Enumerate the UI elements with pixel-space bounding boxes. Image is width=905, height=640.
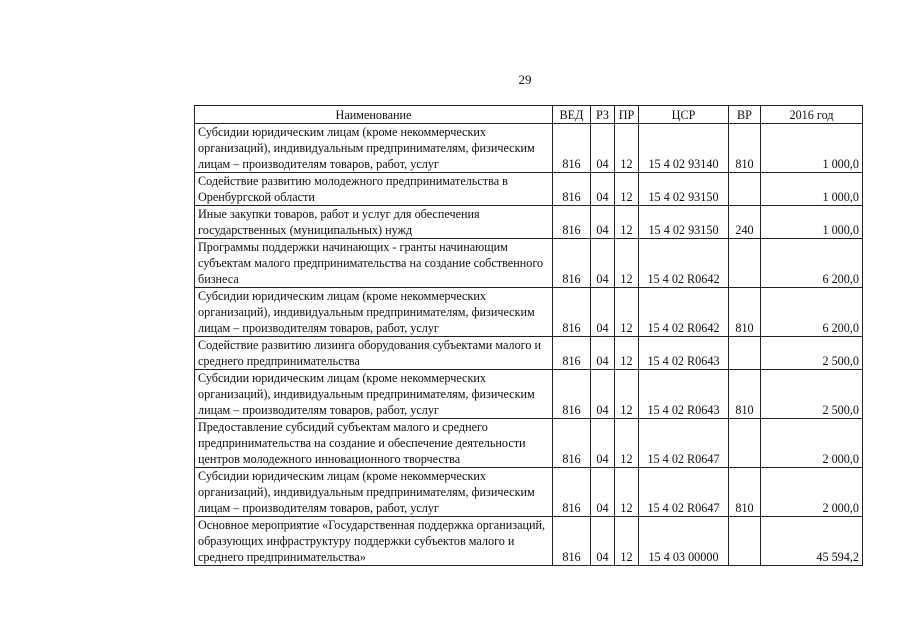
table-row [195, 173, 863, 206]
row-name: Содействие развитию лизинга оборудования субъектами малого и среднего предпринимательства [195, 337, 553, 370]
row-rz: 04 [591, 370, 615, 419]
row-vr: 810 [729, 468, 761, 517]
row-csr: 15 4 02 R0642 [639, 239, 729, 288]
row-pr: 12 [615, 173, 639, 206]
row-amount: 2 000,0 [761, 419, 863, 468]
row-amount: 1 000,0 [761, 206, 863, 239]
row-amount: 6 200,0 [761, 239, 863, 288]
table-row [195, 468, 863, 517]
table-row [195, 288, 863, 337]
row-pr: 12 [615, 288, 639, 337]
row-amount: 2 000,0 [761, 468, 863, 517]
row-csr: 15 4 03 00000 [639, 517, 729, 566]
row-ved: 816 [553, 468, 591, 517]
row-rz: 04 [591, 468, 615, 517]
row-amount: 1 000,0 [761, 124, 863, 173]
row-ved: 816 [553, 288, 591, 337]
table-row [195, 370, 863, 419]
row-ved: 816 [553, 173, 591, 206]
table-row [195, 239, 863, 288]
row-csr: 15 4 02 R0643 [639, 337, 729, 370]
row-pr: 12 [615, 419, 639, 468]
row-ved: 816 [553, 239, 591, 288]
table-row [195, 517, 863, 566]
row-csr: 15 4 02 R0647 [639, 419, 729, 468]
row-csr: 15 4 02 R0643 [639, 370, 729, 419]
row-vr [729, 517, 761, 566]
row-csr: 15 4 02 93150 [639, 206, 729, 239]
row-name: Иные закупки товаров, работ и услуг для обеспечения государственных (муниципальных) нужд [195, 206, 553, 239]
table-row [195, 419, 863, 468]
row-vr [729, 337, 761, 370]
page-number: 29 [518, 72, 532, 87]
row-pr: 12 [615, 370, 639, 419]
row-ved: 816 [553, 337, 591, 370]
row-vr: 810 [729, 370, 761, 419]
table-row [195, 124, 863, 173]
row-pr: 12 [615, 468, 639, 517]
row-rz: 04 [591, 239, 615, 288]
header-year: 2016 год [761, 106, 863, 124]
row-pr: 12 [615, 124, 639, 173]
row-ved: 816 [553, 206, 591, 239]
row-amount: 6 200,0 [761, 288, 863, 337]
row-ved: 816 [553, 370, 591, 419]
header-vr: ВР [729, 106, 761, 124]
row-vr: 810 [729, 124, 761, 173]
row-rz: 04 [591, 206, 615, 239]
row-rz: 04 [591, 419, 615, 468]
row-name: Субсидии юридическим лицам (кроме некоммерческих организаций), индивидуальным предпринимателям, физическим лицам – производителям товаров, работ, услуг [195, 370, 553, 419]
row-csr: 15 4 02 93140 [639, 124, 729, 173]
row-vr [729, 419, 761, 468]
row-name: Основное мероприятие «Государственная поддержка организаций, образующих инфраструктуру поддержки субъектов малого и среднего предпринимательства» [195, 517, 553, 566]
table-header-row [195, 106, 863, 124]
row-name: Субсидии юридическим лицам (кроме некоммерческих организаций), индивидуальным предпринимателям, физическим лицам – производителям товаров, работ, услуг [195, 288, 553, 337]
row-name: Программы поддержки начинающих - гранты начинающим субъектам малого предпринимательства на создание собственного бизнеса [195, 239, 553, 288]
row-name: Содействие развитию молодежного предпринимательства в Оренбургской области [195, 173, 553, 206]
row-ved: 816 [553, 517, 591, 566]
row-csr: 15 4 02 R0642 [639, 288, 729, 337]
row-name: Субсидии юридическим лицам (кроме некоммерческих организаций), индивидуальным предпринимателям, физическим лицам – производителям товаров, работ, услуг [195, 468, 553, 517]
row-amount: 45 594,2 [761, 517, 863, 566]
table-row [195, 206, 863, 239]
row-rz: 04 [591, 124, 615, 173]
row-csr: 15 4 02 93150 [639, 173, 729, 206]
row-pr: 12 [615, 206, 639, 239]
row-vr: 240 [729, 206, 761, 239]
header-rz: РЗ [591, 106, 615, 124]
header-csr: ЦСР [639, 106, 729, 124]
row-pr: 12 [615, 337, 639, 370]
header-name: Наименование [195, 106, 553, 124]
row-ved: 816 [553, 419, 591, 468]
row-amount: 2 500,0 [761, 370, 863, 419]
header-pr: ПР [615, 106, 639, 124]
budget-table [194, 105, 863, 566]
row-vr [729, 173, 761, 206]
row-vr: 810 [729, 288, 761, 337]
header-ved: ВЕД [553, 106, 591, 124]
table-row [195, 337, 863, 370]
row-pr: 12 [615, 239, 639, 288]
row-pr: 12 [615, 517, 639, 566]
row-name: Субсидии юридическим лицам (кроме некоммерческих организаций), индивидуальным предпринимателям, физическим лицам – производителям товаров, работ, услуг [195, 124, 553, 173]
row-ved: 816 [553, 124, 591, 173]
row-csr: 15 4 02 R0647 [639, 468, 729, 517]
row-rz: 04 [591, 517, 615, 566]
row-vr [729, 239, 761, 288]
row-rz: 04 [591, 288, 615, 337]
row-rz: 04 [591, 173, 615, 206]
row-rz: 04 [591, 337, 615, 370]
row-amount: 1 000,0 [761, 173, 863, 206]
row-amount: 2 500,0 [761, 337, 863, 370]
row-name: Предоставление субсидий субъектам малого и среднего предпринимательства на создание и обеспечение деятельности центров молодежного инновационного творчества [195, 419, 553, 468]
